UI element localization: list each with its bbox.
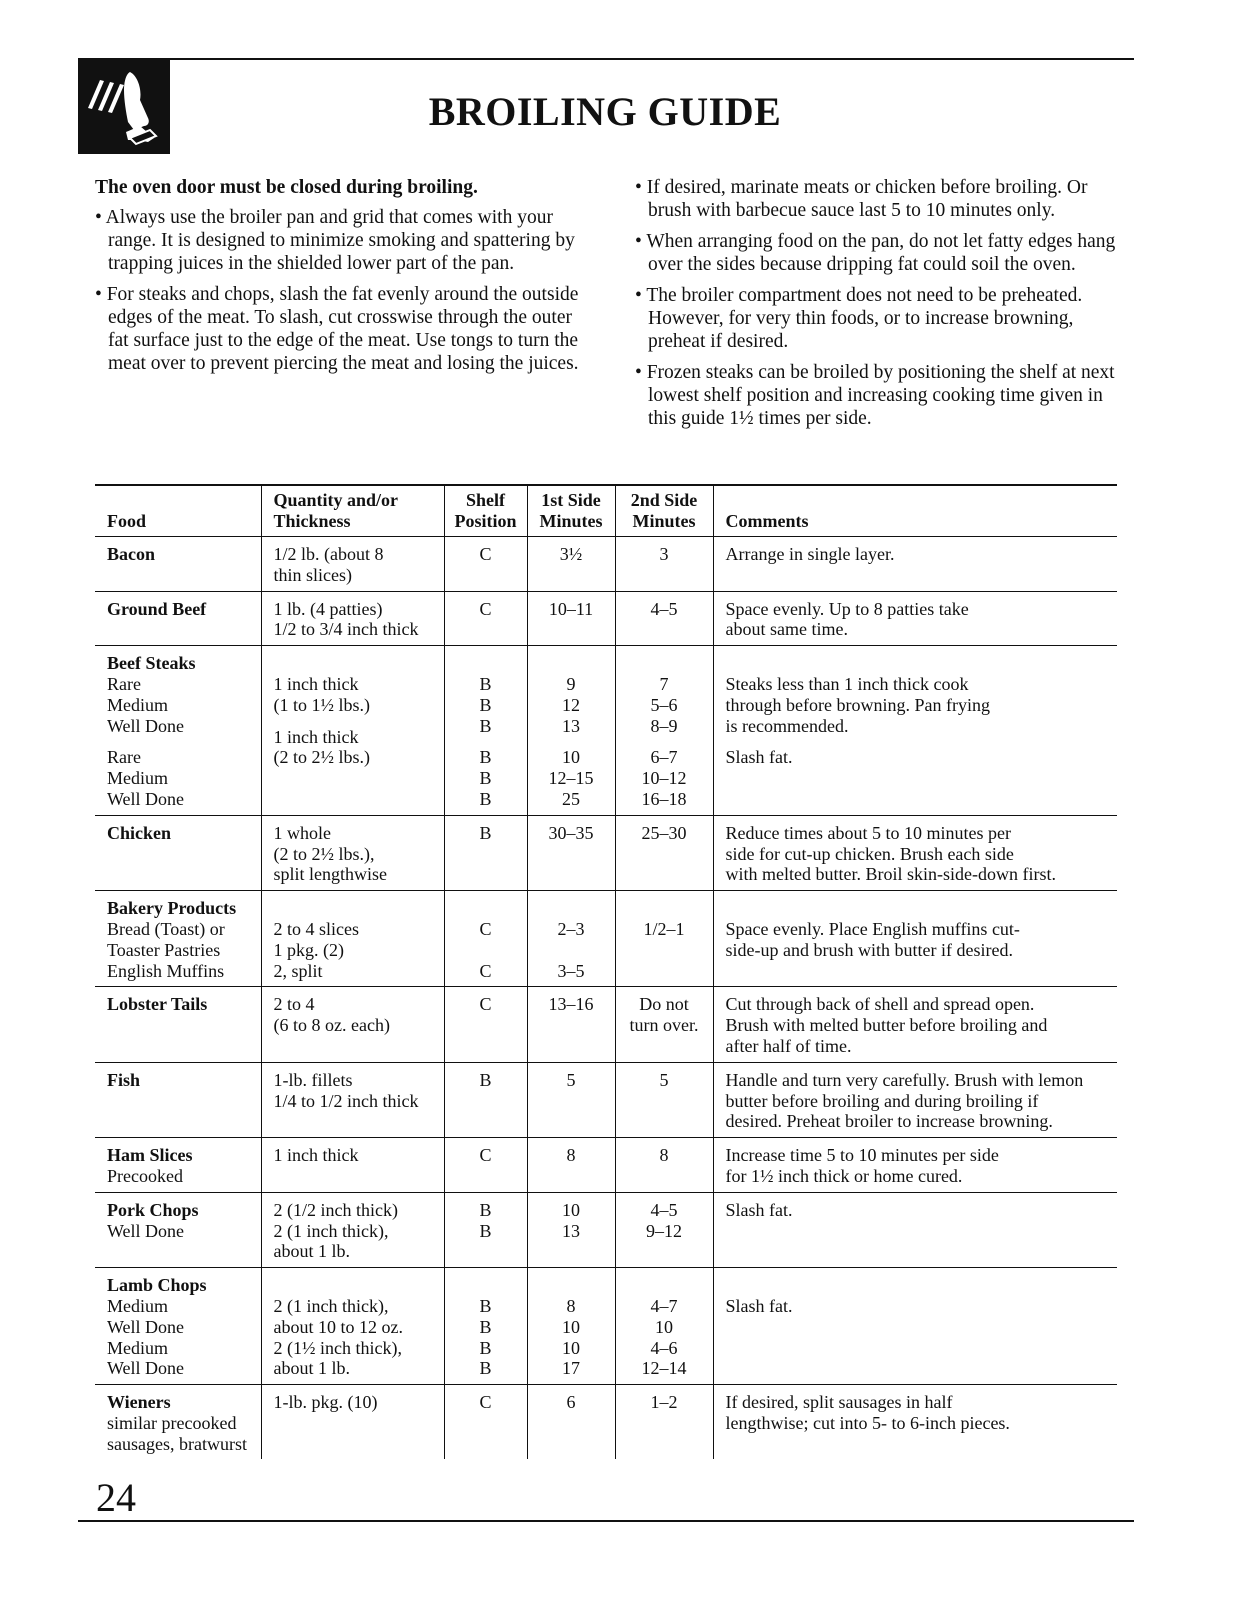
cell-quantity: [261, 987, 444, 1062]
second-group: [620, 747, 709, 809]
cell-second-side: [615, 1192, 713, 1267]
cell-shelf: [444, 815, 527, 890]
quantity-line: thin slices): [273, 564, 352, 585]
cell-food: [95, 646, 261, 816]
comment-line: If desired, split sausages in half: [725, 1392, 953, 1413]
cell-first-side: [527, 1138, 615, 1193]
bottom-rule: [78, 1520, 1134, 1522]
cell-first-side: [527, 1192, 615, 1267]
cell-shelf: [444, 1385, 527, 1460]
cell-quantity: [261, 1385, 444, 1460]
cell-first-side: [527, 591, 615, 646]
food-name: Lobster Tails: [107, 994, 208, 1015]
shelf-value: [449, 940, 523, 961]
quantity-line: about 10 to 12 oz.: [273, 1316, 403, 1337]
cell-first-side: [527, 1062, 615, 1137]
quantity-line: 1 pkg. (2): [273, 939, 344, 960]
first-side-value: 13–16: [548, 994, 594, 1015]
comment-line: is recommended.: [725, 715, 849, 736]
first-side-value: 25: [562, 788, 580, 809]
cell-shelf: [444, 891, 527, 987]
broiling-hand-icon: [78, 60, 170, 154]
shelf-value: C: [479, 918, 492, 939]
header-food: Food: [95, 485, 261, 537]
intro-bullet: • If desired, marinate meats or chicken before broiling. Or brush with barbecue sauce last 5 to 10 minutes only.: [635, 177, 1088, 221]
shelf-group: [449, 747, 523, 809]
table-row: [95, 1385, 1117, 1460]
food-subitem: similar precooked: [107, 1412, 237, 1433]
shelf-value: B: [479, 715, 492, 736]
shelf-value: C: [479, 1145, 492, 1166]
cell-quantity: [261, 891, 444, 987]
comment-line: Brush with melted butter before broiling and: [725, 1015, 1048, 1036]
spacer: [532, 1275, 611, 1296]
cell-shelf: [444, 1192, 527, 1267]
cell-second-side: [615, 815, 713, 890]
first-side-value: 8: [566, 1295, 576, 1316]
spacer: [449, 1275, 523, 1296]
shelf-value: B: [479, 788, 492, 809]
comment-line: Cut through back of shell and spread open.: [725, 994, 1035, 1015]
first-side-value: 10–11: [548, 598, 594, 619]
spacer: [274, 898, 438, 919]
cell-shelf: [444, 1268, 527, 1385]
intro-bullet: • The broiler compartment does not need to be preheated. However, for very thin foods, or to increase browning, preheat if desired.: [635, 285, 1083, 352]
cell-quantity: [261, 1268, 444, 1385]
shelf-value: B: [479, 1337, 492, 1358]
quantity-line: (2 to 2½ lbs.),: [273, 843, 375, 864]
first-side-value: 10: [562, 1199, 580, 1220]
cell-food: [95, 987, 261, 1062]
quantity-line: 1/4 to 1/2 inch thick: [273, 1090, 419, 1111]
cell-comments: [713, 987, 1117, 1062]
food-name: Bakery Products: [107, 898, 237, 919]
first-side-value: 17: [562, 1358, 580, 1379]
cell-second-side: [615, 646, 713, 816]
second-side-value: turn over.: [629, 1015, 699, 1036]
quantity-line: 1-lb. pkg. (10): [273, 1392, 378, 1413]
table-row: [95, 537, 1117, 592]
spacer: [620, 1275, 709, 1296]
quantity-line: 1 inch thick: [273, 726, 359, 747]
first-side-value: 13: [562, 1220, 580, 1241]
table-row: [95, 891, 1117, 987]
spacer: [274, 653, 438, 674]
second-side-value: 16–18: [641, 788, 687, 809]
food-name: Pork Chops: [107, 1199, 199, 1220]
cell-comments: [713, 1385, 1117, 1460]
first-side-value: 5: [566, 1069, 576, 1090]
food-name: Wieners: [107, 1392, 171, 1413]
comments-group: [726, 653, 1112, 736]
quantity-line: (6 to 8 oz. each): [273, 1015, 390, 1036]
cell-food: [95, 1385, 261, 1460]
table-row: [95, 815, 1117, 890]
comment-line: Arrange in single layer.: [725, 544, 895, 564]
cell-quantity: [261, 1192, 444, 1267]
spacer: [726, 898, 1112, 919]
comment-line: with melted butter. Broil skin-side-down first.: [725, 864, 1056, 885]
shelf-value: C: [479, 598, 492, 619]
cell-shelf: [444, 987, 527, 1062]
quantity-line: about 1 lb.: [273, 1241, 350, 1262]
quantity-line: 1 lb. (4 patties): [273, 598, 383, 619]
table-row: [95, 646, 1117, 816]
cell-shelf: [444, 646, 527, 816]
cell-comments: [713, 815, 1117, 890]
intro-bullet: • When arranging food on the pan, do not let fatty edges hang over the sides because dripping fat could soil the oven.: [635, 231, 1116, 275]
first-side-value: 30–35: [548, 822, 594, 843]
cell-food: [95, 1062, 261, 1137]
first-group: [532, 653, 611, 736]
cell-food: [95, 537, 261, 592]
first-side-value: 10: [562, 747, 580, 768]
comments-group: [726, 747, 1112, 768]
food-name: Beef Steaks: [107, 653, 196, 674]
second-side-value: 8: [659, 1145, 669, 1166]
second-side-value: 10–12: [641, 768, 687, 789]
food-name: Chicken: [107, 822, 172, 843]
cell-comments: [713, 1192, 1117, 1267]
spacer: [449, 898, 523, 919]
food-name: Ham Slices: [107, 1145, 193, 1166]
food-subitem: English Muffins: [107, 960, 225, 981]
food-subitem: Well Done: [107, 1220, 185, 1241]
cell-second-side: [615, 891, 713, 987]
cell-quantity: [261, 646, 444, 816]
cell-first-side: [527, 537, 615, 592]
table-row: [95, 1138, 1117, 1193]
comment-line: Steaks less than 1 inch thick cook: [725, 673, 969, 694]
header-second-side: 2nd Side Minutes: [615, 485, 713, 537]
cell-second-side: [615, 1062, 713, 1137]
cell-second-side: [615, 537, 713, 592]
shelf-value: B: [479, 1199, 492, 1220]
table-header-row: [95, 485, 1117, 537]
quantity-group: [274, 727, 438, 769]
header-quantity: Quantity and/or Thickness: [261, 485, 444, 537]
cell-first-side: [527, 987, 615, 1062]
second-side-value: 9–12: [646, 1220, 682, 1241]
shelf-value: B: [479, 694, 492, 715]
shelf-value: C: [479, 544, 492, 564]
first-side-value: 10: [562, 1337, 580, 1358]
food-subitem: Toaster Pastries: [107, 939, 221, 960]
intro-lead: The oven door must be closed during broiling.: [95, 177, 478, 198]
cell-comments: [713, 891, 1117, 987]
cell-food: [95, 1268, 261, 1385]
food-subitem: Well Done: [107, 715, 185, 736]
food-name: Lamb Chops: [107, 1275, 207, 1296]
cell-first-side: [527, 815, 615, 890]
shelf-value: B: [479, 1316, 492, 1337]
shelf-value: C: [479, 1392, 492, 1413]
food-name: Bacon: [107, 544, 156, 564]
second-side-value: 1/2–1: [643, 918, 685, 939]
cell-second-side: [615, 1268, 713, 1385]
intro-bullet: • Frozen steaks can be broiled by positioning the shelf at next lowest shelf position and increasing cooking time given in this guide 1½ times per side.: [635, 362, 1115, 429]
comment-line: for 1½ inch thick or home cured.: [725, 1165, 963, 1186]
spacer: [532, 898, 611, 919]
second-side-value: 25–30: [641, 822, 687, 843]
cell-first-side: [527, 1385, 615, 1460]
quantity-line: 1/2 to 3/4 inch thick: [273, 619, 419, 640]
intro-right-column: [635, 176, 1135, 438]
food-subitem: Medium: [107, 694, 168, 715]
food-subitem: Rare: [107, 747, 141, 768]
food-name: Fish: [107, 1069, 141, 1090]
comment-line: Increase time 5 to 10 minutes per side: [725, 1145, 999, 1166]
shelf-value: C: [479, 994, 492, 1015]
comment-line: lengthwise; cut into 5- to 6-inch pieces.: [725, 1412, 1010, 1433]
shelf-value: B: [479, 1295, 492, 1316]
cell-quantity: [261, 1062, 444, 1137]
food-name: Ground Beef: [107, 598, 207, 619]
quantity-line: 1-lb. fillets: [273, 1069, 353, 1090]
cell-quantity: [261, 591, 444, 646]
first-side-value: 6: [566, 1392, 576, 1413]
quantity-line: 2 (1 inch thick),: [273, 1295, 389, 1316]
food-subitem: Medium: [107, 1337, 168, 1358]
second-side-value: 3: [659, 544, 669, 564]
first-side-value: 8: [566, 1145, 576, 1166]
comment-line: side for cut-up chicken. Brush each side: [725, 843, 1014, 864]
cell-second-side: [615, 591, 713, 646]
cell-comments: [713, 1138, 1117, 1193]
shelf-value: B: [479, 673, 492, 694]
cell-quantity: [261, 815, 444, 890]
second-side-value: 10: [655, 1316, 673, 1337]
food-subitem: sausages, bratwurst: [107, 1433, 247, 1454]
food-subitem: Well Done: [107, 788, 185, 809]
first-group: [532, 747, 611, 809]
spacer: [532, 653, 611, 674]
food-subitem: Well Done: [107, 1316, 185, 1337]
spacer: [449, 653, 523, 674]
quantity-line: split lengthwise: [273, 864, 387, 885]
cell-first-side: [527, 891, 615, 987]
intro-bullet: • For steaks and chops, slash the fat evenly around the outside edges of the meat. To slash, cut crosswise through the outer fat surface just to the edge of the meat. Use tongs to turn the meat over to prevent piercing the meat and losing the juices.: [95, 284, 579, 374]
header-shelf: Shelf Position: [444, 485, 527, 537]
spacer: [274, 1275, 438, 1296]
table-row: [95, 987, 1117, 1062]
cell-comments: [713, 646, 1117, 816]
top-rule: [78, 58, 1134, 60]
quantity-line: 1 inch thick: [273, 673, 359, 694]
cell-food: [95, 591, 261, 646]
second-side-value: 4–7: [650, 1295, 678, 1316]
page-number: 24: [96, 1475, 136, 1520]
shelf-value: B: [479, 747, 492, 768]
food-subitem: Bread (Toast) or: [107, 918, 225, 939]
header-first-side: 1st Side Minutes: [527, 485, 615, 537]
cell-comments: [713, 1268, 1117, 1385]
first-side-value: 13: [562, 715, 580, 736]
spacer: [726, 653, 1112, 674]
shelf-value: B: [479, 768, 492, 789]
second-group: [620, 653, 709, 736]
comment-line: through before browning. Pan frying: [725, 694, 990, 715]
first-side-value: 9: [566, 673, 576, 694]
spacer: [726, 1275, 1112, 1296]
quantity-line: 1 inch thick: [273, 1145, 359, 1166]
cell-comments: [713, 1062, 1117, 1137]
page-title: BROILING GUIDE: [428, 89, 782, 134]
cell-food: [95, 1138, 261, 1193]
first-side-value: 2–3: [557, 918, 585, 939]
quantity-line: 1/2 lb. (about 8: [273, 544, 384, 564]
second-side-value: 12–14: [641, 1358, 687, 1379]
first-side-value: 12: [562, 694, 580, 715]
second-side-value: 5: [659, 1069, 669, 1090]
food-group: [107, 747, 255, 809]
shelf-value: B: [479, 1220, 492, 1241]
food-subitem: Precooked: [107, 1165, 183, 1186]
table-row: [95, 1268, 1117, 1385]
food-group: [107, 674, 255, 736]
comment-line: Space evenly. Place English muffins cut-: [725, 918, 1020, 939]
cell-comments: [713, 537, 1117, 592]
second-side-value: 8–9: [650, 715, 678, 736]
first-side-value: 10: [562, 1316, 580, 1337]
quantity-line: 2 to 4 slices: [273, 918, 359, 939]
cell-first-side: [527, 1268, 615, 1385]
cell-shelf: [444, 1138, 527, 1193]
spacer: [620, 653, 709, 674]
cell-food: [95, 1192, 261, 1267]
comment-line: after half of time.: [725, 1035, 852, 1056]
comment-line: Slash fat.: [725, 1295, 793, 1316]
broiling-table: [95, 484, 1117, 1459]
comment-line: desired. Preheat broiler to increase browning.: [725, 1111, 1053, 1132]
food-subitem: Rare: [107, 673, 141, 694]
cell-second-side: [615, 987, 713, 1062]
second-side-value: Do not: [639, 994, 689, 1015]
second-side-value: 4–5: [650, 1199, 678, 1220]
comment-line: Handle and turn very carefully. Brush with lemon: [725, 1069, 1084, 1090]
comment-line: Slash fat.: [725, 747, 793, 768]
shelf-value: C: [479, 960, 492, 981]
comment-line: side-up and brush with butter if desired.: [725, 939, 1013, 960]
food-subitem: Medium: [107, 1295, 168, 1316]
spacer: [620, 898, 709, 919]
intro-bullet: • Always use the broiler pan and grid that comes with your range. It is designed to minimize smoking and spattering by trapping juices in the shielded lower part of the pan.: [95, 207, 575, 274]
second-side-value: 5–6: [650, 694, 678, 715]
cell-comments: [713, 591, 1117, 646]
food-subitem: Well Done: [107, 1358, 185, 1379]
cell-shelf: [444, 1062, 527, 1137]
quantity-line: 2 (1½ inch thick),: [273, 1337, 402, 1358]
cell-shelf: [444, 591, 527, 646]
quantity-line: 2 to 4: [273, 994, 315, 1015]
cell-first-side: [527, 646, 615, 816]
quantity-group: [274, 653, 438, 715]
comment-line: butter before broiling and during broiling if: [725, 1090, 1039, 1111]
second-side-value: 7: [659, 673, 669, 694]
first-side-value: [532, 940, 611, 961]
comment-line: Reduce times about 5 to 10 minutes per: [725, 822, 1011, 843]
quantity-line: about 1 lb.: [273, 1358, 350, 1379]
comment-line: Space evenly. Up to 8 patties take: [725, 598, 969, 619]
shelf-value: B: [479, 1358, 492, 1379]
quantity-line: (1 to 1½ lbs.): [273, 694, 370, 715]
first-side-value: 3–5: [557, 960, 585, 981]
cell-food: [95, 815, 261, 890]
food-subitem: Medium: [107, 768, 168, 789]
quantity-line: 2 (1 inch thick),: [273, 1220, 389, 1241]
quantity-line: 1 whole: [273, 822, 331, 843]
cell-second-side: [615, 1138, 713, 1193]
cell-shelf: [444, 537, 527, 592]
cell-food: [95, 891, 261, 987]
table-row: [95, 1192, 1117, 1267]
quantity-line: 2, split: [273, 960, 323, 981]
comment-line: Slash fat.: [725, 1199, 793, 1220]
intro-left-column: [95, 176, 580, 383]
second-side-value: 6–7: [650, 747, 678, 768]
second-side-value: 4–5: [650, 598, 678, 619]
quantity-line: (2 to 2½ lbs.): [273, 747, 370, 768]
cell-quantity: [261, 537, 444, 592]
shelf-value: B: [479, 1069, 492, 1090]
shelf-group: [449, 653, 523, 736]
header-comments: Comments: [713, 485, 1117, 537]
first-side-value: 12–15: [548, 768, 594, 789]
second-side-value: 1–2: [650, 1392, 678, 1413]
table-row: [95, 591, 1117, 646]
comment-line: about same time.: [725, 619, 848, 640]
second-side-value: 4–6: [650, 1337, 678, 1358]
quantity-line: 2 (1/2 inch thick): [273, 1199, 398, 1220]
table-row: [95, 1062, 1117, 1137]
first-side-value: 3½: [559, 544, 583, 564]
cell-quantity: [261, 1138, 444, 1193]
cell-second-side: [615, 1385, 713, 1460]
shelf-value: B: [479, 822, 492, 843]
